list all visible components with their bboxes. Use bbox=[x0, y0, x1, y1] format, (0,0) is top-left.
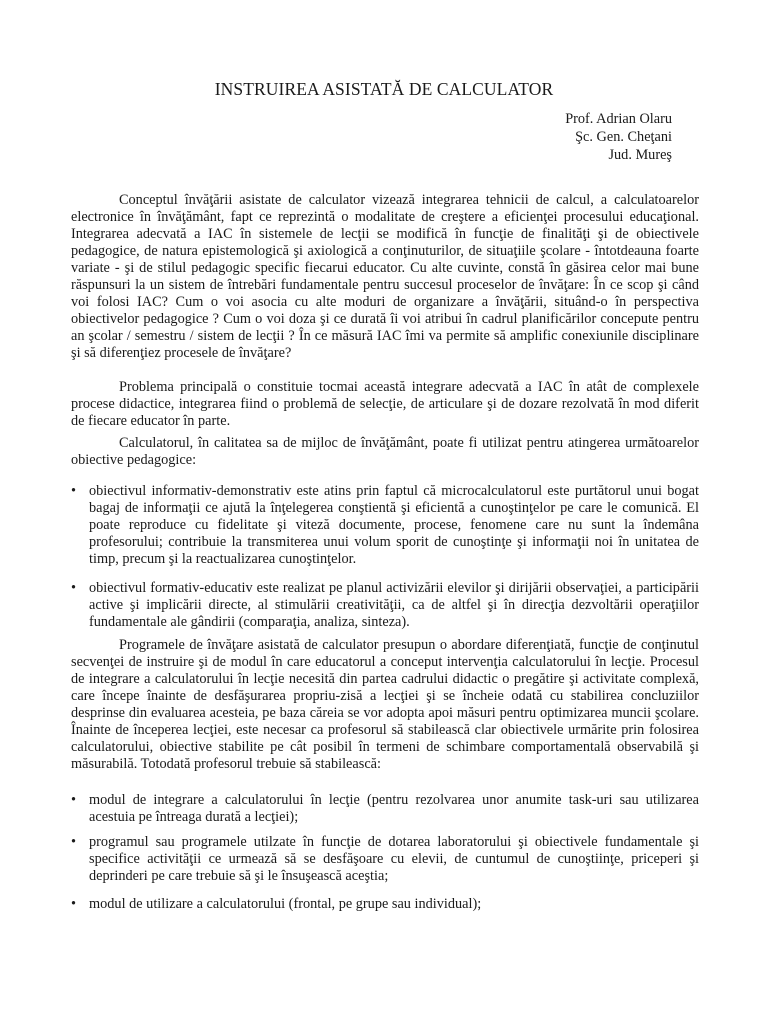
list-item-text: obiectivul informativ-demonstrativ este atins prin faptul că microcalculatorul este purtătorul unui bogat bagaj de informaţii ce ajută la înţelegerea conştientă şi eficientă a cunoştinţelor pe care le comunică. El poate reproduce cu fidelitate şi viteză documente, procese, fenomene care nu sunt la îndemâna profesorului; contribuie la transmiterea unui volum sporit de cunoştinţe şi informaţii noi în unitatea de timp, precum şi la reactualizarea cunoştinţelor. bbox=[89, 483, 699, 567]
paragraph-text: Problema principală o constituie tocmai această integrare adecvată a IAC în atât de complexele procese didactice, integrarea fiind o problemă de selecţie, de articulare şi de dozare rezolvată în mod diferit de fiecare educator în parte. bbox=[71, 379, 699, 429]
list-item-text: modul de utilizare a calculatorului (frontal, pe grupe sau individual); bbox=[89, 896, 482, 912]
bullet-list-objectives bbox=[71, 483, 699, 568]
bullet-marker: • bbox=[71, 792, 77, 808]
paragraph-text: Conceptul învăţării asistate de calculator vizează integrarea tehnicii de calcul, a calculatoarelor electronice în învăţământ, fapt ce reprezintă o modalitate de creştere a eficienţei procesului educaţional. Integrarea adecvată a IAC în sistemele de lecţii se modifică în funcţie de finalităţi şi de obiectivele pedagogice, de natura epistemologică şi axiologică a conţinuturilor, de situaţiile şcolare - întotdeauna foarte variate - şi de stilul pedagogic specific fiecarui educator. Cu alte cuvinte, constă în găsirea celor mai bune răspunsuri la un sistem de întrebări fundamentale pentru succesul proceselor de învăţare: În ce scop şi când voi folosi IAC? Cum o voi asocia cu alte moduri de organizare a învăţării, situând-o în perspectiva obiectivelor pedagogice ? Cum o voi doza şi ce durată îi voi atribui în cadrul planificărilor concepute pentru an şcolar / semestru / sistem de lecţii ? În ce măsură IAC îmi va permite să amplific conexiunile disciplinare şi să diferenţiez procesele de învăţare? bbox=[71, 192, 699, 361]
author-name: Prof. Adrian Olaru bbox=[565, 111, 672, 127]
paragraph-programs bbox=[71, 637, 699, 773]
paragraph-text: Programele de învăţare asistată de calculator presupun o abordare diferenţiată, funcţie de conţinutul secvenţei de instruire şi de modul în care educatorul a conceput intervenţia calculatorului în lecţie. Procesul de integrare a calculatorului în lecţie necesită din partea cadrului didactic o pregătire şi activitate complexă, care începe înainte de desfăşurarea propriu-zisă a lecţiei şi se încheie odată cu stabilirea concluziilor desprinse din evaluarea acesteia, pe baza căreia se vor adopta apoi măsuri pentru optimizarea muncii şcolare. Înainte de începerea lecţiei, este necesar ca profesorul să stabilească clar obiectivele urmărite prin folosirea calculatorului, obiective stabilite pe cât posibil în termeni de schimbare comportamentală observabilă şi măsurabilă. Totodată profesorul trebuie să stabilească: bbox=[71, 637, 699, 772]
bullet-marker: • bbox=[71, 896, 77, 912]
paragraph-text: Calculatorul, în calitatea sa de mijloc de învăţământ, poate fi utilizat pentru atingerea următoarelor obiective pedagogice: bbox=[71, 435, 699, 468]
author-county: Jud. Mureş bbox=[608, 147, 672, 163]
bullet-marker: • bbox=[71, 834, 77, 850]
list-item bbox=[71, 483, 699, 568]
bullet-marker: • bbox=[71, 483, 77, 499]
list-item bbox=[71, 896, 699, 913]
list-item-text: modul de integrare a calculatorului în lecţie (pentru rezolvarea unor anumite task-uri sau utilizarea acestuia pe întreaga durată a lecţiei); bbox=[89, 792, 699, 825]
bullet-list-objectives-2 bbox=[71, 580, 699, 631]
list-item bbox=[71, 580, 699, 631]
bullet-list-steps-2 bbox=[71, 834, 699, 885]
author-school: Şc. Gen. Cheţani bbox=[575, 129, 672, 145]
list-item-text: obiectivul formativ-educativ este realizat pe planul activizării elevilor şi dirijării observaţiei, a participării active şi implicării directe, al stimulării creativităţii, ca de altfel şi în direcţia dezvoltării operaţiilor fundamentale ale gândirii (comparaţia, analiza, sinteza). bbox=[89, 580, 699, 630]
bullet-list-steps-3 bbox=[71, 896, 699, 913]
paragraph-computer bbox=[71, 435, 699, 469]
list-item bbox=[71, 792, 699, 826]
bullet-marker: • bbox=[71, 580, 77, 596]
document-title: INSTRUIREA ASISTATĂ DE CALCULATOR bbox=[214, 79, 554, 99]
bullet-list-steps bbox=[71, 792, 699, 826]
paragraph-problem bbox=[71, 379, 699, 430]
paragraph-intro bbox=[71, 192, 699, 362]
list-item bbox=[71, 834, 699, 885]
list-item-text: programul sau programele utilzate în funcţie de dotarea laboratorului şi obiectivele fundamentale şi specifice activităţii ce urmează să se desfăşoare cu elevii, de cuntumul de cunoştiinţe, priceperi şi deprinderi pe care trebuie să şi le însuşească aceştia; bbox=[89, 834, 699, 884]
